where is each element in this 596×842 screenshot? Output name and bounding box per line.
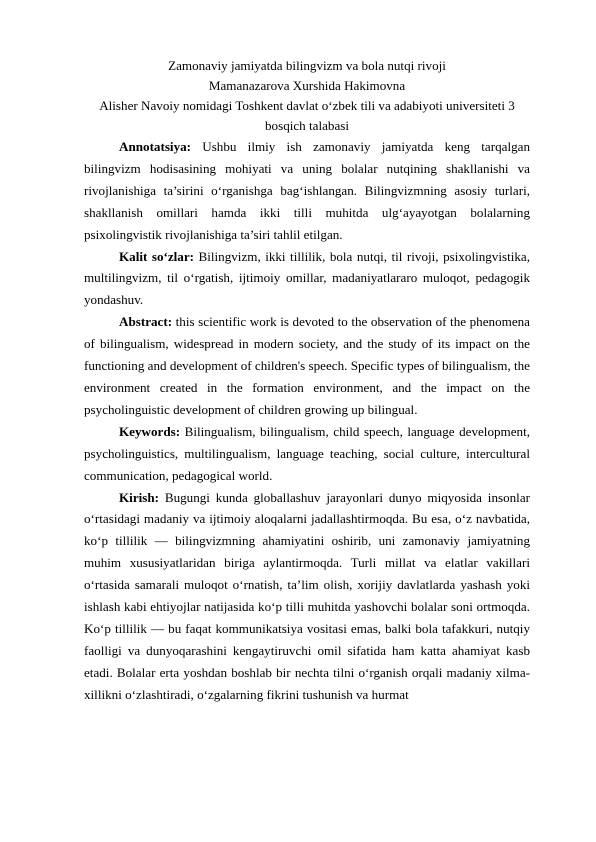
abstract-paragraph [84,311,530,421]
keywords-en-paragraph [84,421,530,487]
introduction-paragraph [84,487,530,706]
paper-title: Zamonaviy jamiyatda bilingvizm va bola nutqi rivoji [168,58,446,73]
annotation-text: Ushbu ilmiy ish zamonaviy jamiyatda keng tarqalgan bilingvizm hodisasining mohiyati va uning bolalar nutqining shakllanishi va rivojlanishiga ta’sirini o‘rganishga bag‘ishlangan. Bilingvizmning asosiy turlari, shakllanish omillari hamda ikki tilli muhitda ulg‘ayayotgan bolalarning psixolingvistik rivojlanishiga ta’siri tahlil etilgan. [84,139,530,242]
annotation-label: Annotatsiya: [119,139,192,154]
keywords-uz-label: Kalit so‘zlar: [119,248,195,264]
keywords-en-text: Bilingualism, bilingualism, child speech, language development, psycholinguistics, multilingualism, language teaching, social culture, intercultural communication, pedagogical world. [84,423,530,483]
abstract-label: Abstract: [119,314,173,330]
introduction-label: Kirish: [119,489,160,505]
introduction-text: Bugungi kunda globallashuv jarayonlari dunyo miqyosida insonlar o‘rtasidagi madaniy va ijtimoiy aloqalarni jadallashtirmoqda. Bu esa, o‘z navbatida, ko‘p tillilik — bilingvizmning ahamiyatini oshirib, uni zamonaviy jamiyatning muhim xususiyatlaridan biriga aylantirmoqda. Turli millat va elatlar vakillari o‘rtasida samarali muloqot o‘rnatish, ta’lim olish, xorijiy davlatlarda yashash yoki ishlash kabi ehtiyojlar natijasida ko‘p tilli muhitda yashovchi bolalar soni ortmoqda. Ko‘p tillilik — bu faqat kommunikatsiya vositasi emas, balki bola tafakkuri, nutqiy faolligi va dunyoqarashini kengaytiruvchi omil sifatida ham katta ahamiyat kasb etadi. Bolalar erta yoshdan boshlab bir nechta tilni o‘rganish orqali madaniy xilma-xillikni o‘zlashtiradi, o‘zgalarning fikrini tushunish va hurmat [84,489,530,702]
annotation-paragraph [84,136,530,246]
keywords-en-label: Keywords: [119,423,181,439]
paper-page [84,56,530,706]
keywords-uz-text: Bilingvizm, ikki tillilik, bola nutqi, til rivoji, psixolingvistika, multilingvizm, til o‘rgatish, ijtimoiy omillar, madaniyatlararo muloqot, pedagogik yondashuv. [84,248,530,308]
abstract-text: this scientific work is devoted to the observation of the phenomena of bilingualism, widespread in modern society, and the study of its impact on the functioning and development of children's speech. Specific types of bilingualism, the environment created in the formation environment, and the impact on the psycholinguistic development of children growing up bilingual. [84,314,530,417]
author-affiliation: Alisher Navoiy nomidagi Toshkent davlat o‘zbek tili va adabiyoti universiteti 3 bosqich talabasi [99,98,515,133]
keywords-uz-paragraph [84,246,530,312]
author-name: Mamanazarova Xurshida Hakimovna [208,78,406,93]
